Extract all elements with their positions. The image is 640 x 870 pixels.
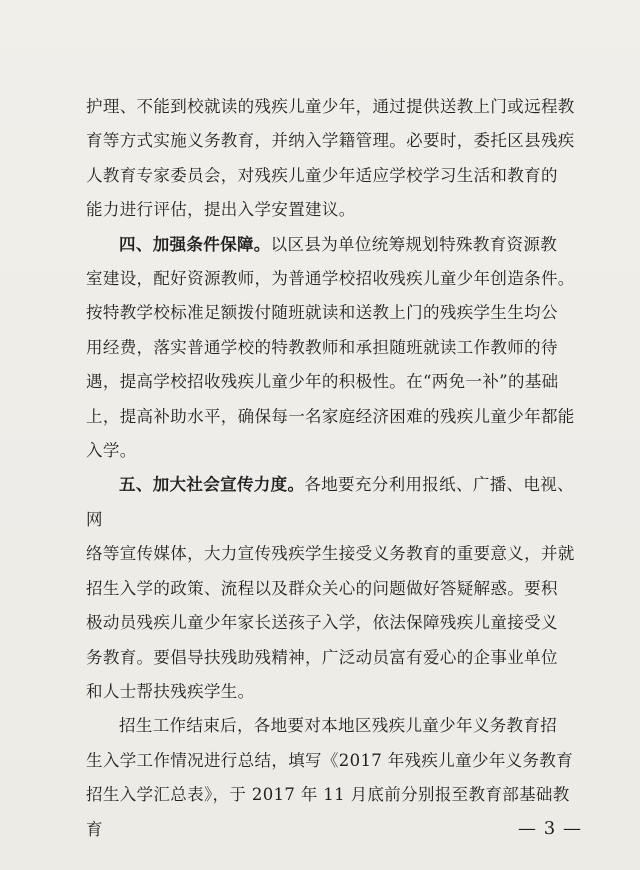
text-line: 络等宣传媒体，大力宣传残疾学生接受义务教育的重要意义，并就 [86, 544, 575, 564]
section-heading: 四、加强条件保障。 [119, 234, 271, 254]
text-line: 招生入学的政策、流程以及群众关心的问题做好答疑解惑。要积 [86, 578, 558, 598]
text-line: 室建设，配好资源教师，为普通学校招收残疾儿童少年创造条件。 [86, 269, 575, 289]
text-line: 人教育专家委员会，对残疾儿童少年适应学校学习生活和教育的 [86, 165, 558, 185]
text-line: 按特教学校标准足额拨付随班就读和送教上门的残疾学生生均公 [86, 303, 558, 323]
text-line: 上，提高补助水平，确保每一名家庭经济困难的残疾儿童少年都能 [86, 406, 575, 426]
paragraph-3 [86, 468, 582, 709]
page-number: — 3 — [518, 818, 582, 839]
text-line: 极动员残疾儿童少年家长送孩子入学，依法保障残疾儿童接受义 [86, 613, 558, 633]
text-line: 育等方式实施义务教育，并纳入学籍管理。必要时，委托区县残疾 [86, 131, 575, 151]
text-line: 入学。 [86, 441, 137, 461]
text-line: 招生入学汇总表》，于 2017 年 11 月底前分别报至教育部基础教育 [86, 785, 570, 839]
text-line: 务教育。要倡导扶残助残精神，广泛动员富有爱心的企事业单位 [86, 647, 558, 667]
text-line: 和人士帮扶残疾学生。 [86, 681, 255, 701]
paragraph-1 [86, 90, 582, 228]
text-span: 各地要充分利用报纸、广播、电视、网 [86, 475, 574, 529]
paragraph-2 [86, 228, 582, 469]
text-line [86, 468, 582, 537]
text-line [86, 228, 582, 262]
text-line: 遇，提高学校招收残疾儿童少年的积极性。在“两免一补”的基础 [86, 372, 559, 392]
text-line: 生入学工作情况进行总结，填写《2017 年残疾儿童少年义务教育 [86, 750, 574, 770]
text-line: 能力进行评估，提出入学安置建议。 [86, 200, 356, 220]
text-span: 以区县为单位统筹规划特殊教育资源教 [270, 234, 558, 254]
section-heading: 五、加大社会宣传力度。 [119, 475, 305, 495]
text-line: 护理、不能到校就读的残疾儿童少年，通过提供送教上门或远程教 [86, 97, 575, 116]
text-line: 招生工作结束后，各地要对本地区残疾儿童少年义务教育招 [119, 716, 558, 736]
text-line: 用经费，落实普通学校的特教教师和承担随班就读工作教师的待 [86, 337, 558, 357]
body-text [86, 90, 582, 847]
